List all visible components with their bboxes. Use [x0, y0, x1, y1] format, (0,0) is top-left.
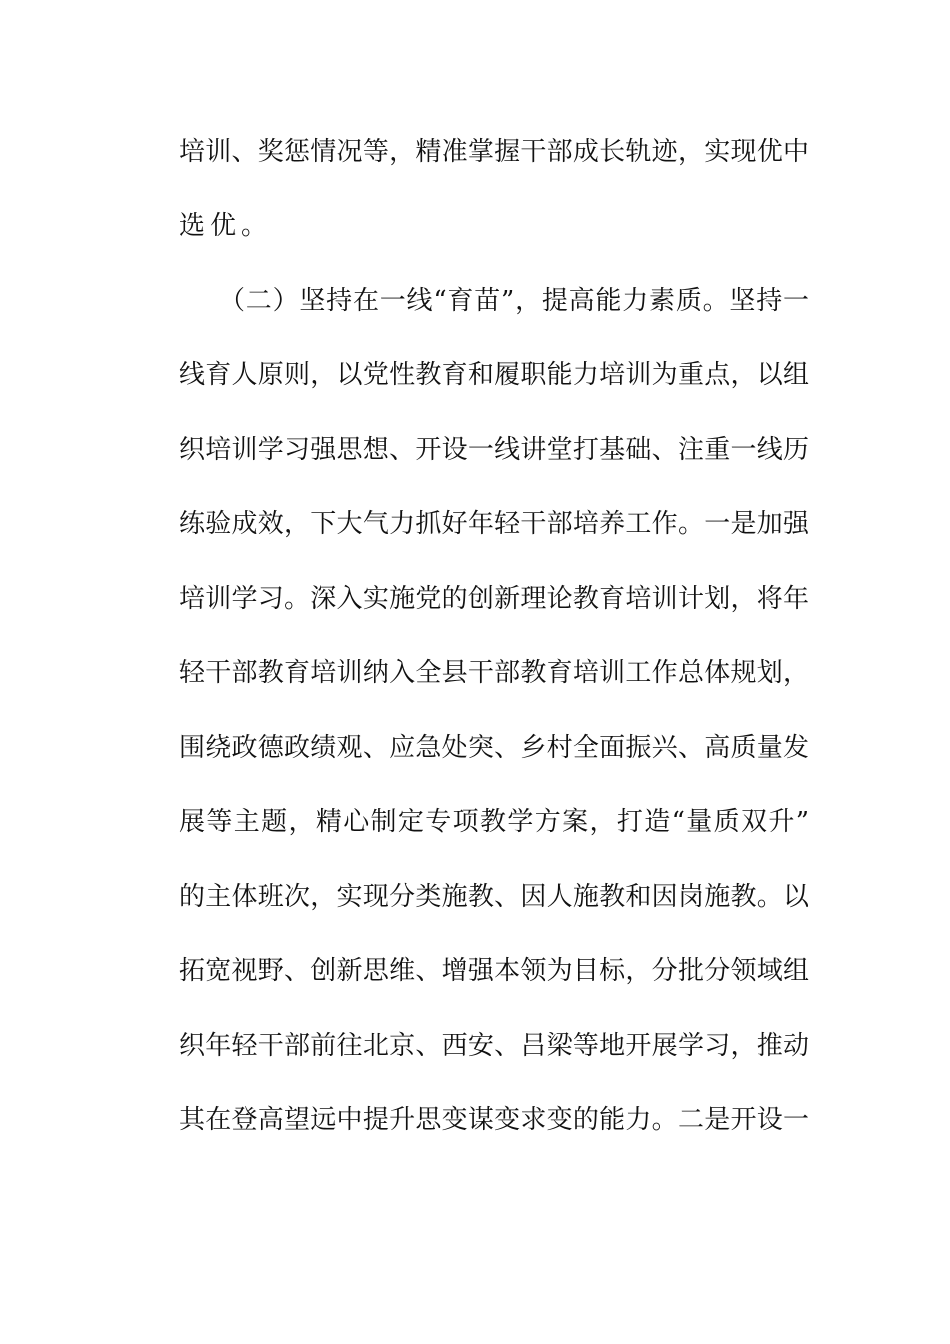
text-line-9: 围绕政德政绩观、应急处突、乡村全面振兴、高质量发 [179, 733, 809, 763]
text-line-14: 其在登高望远中提升思变谋变求变的能力。二是开设一 [179, 1105, 809, 1135]
text-line-1: 培训、奖惩情况等，精准掌握干部成长轨迹，实现优中 [179, 137, 809, 167]
text-line-11: 的主体班次，实现分类施教、因人施教和因岗施教。以 [179, 882, 809, 912]
text-line-7: 培训学习。深入实施党的创新理论教育培训计划，将年 [179, 584, 809, 614]
text-line-10: 展等主题，精心制定专项教学方案，打造“量质双升” [179, 807, 809, 837]
text-line-2: 选优。 [179, 211, 273, 241]
text-line-5: 织培训学习强思想、开设一线讲堂打基础、注重一线历 [179, 435, 809, 465]
text-line-8: 轻干部教育培训纳入全县干部教育培训工作总体规划， [179, 658, 809, 688]
text-line-12: 拓宽视野、创新思维、增强本领为目标，分批分领域组 [179, 956, 809, 986]
text-line-13: 织年轻干部前往北京、西安、吕梁等地开展学习，推动 [179, 1031, 809, 1061]
section-heading-line: （二）坚持在一线“育苗”，提高能力素质。坚持一 [219, 286, 809, 316]
text-line-4: 线育人原则，以党性教育和履职能力培训为重点，以组 [179, 360, 809, 390]
text-line-6: 练验成效，下大气力抓好年轻干部培养工作。一是加强 [179, 509, 809, 539]
